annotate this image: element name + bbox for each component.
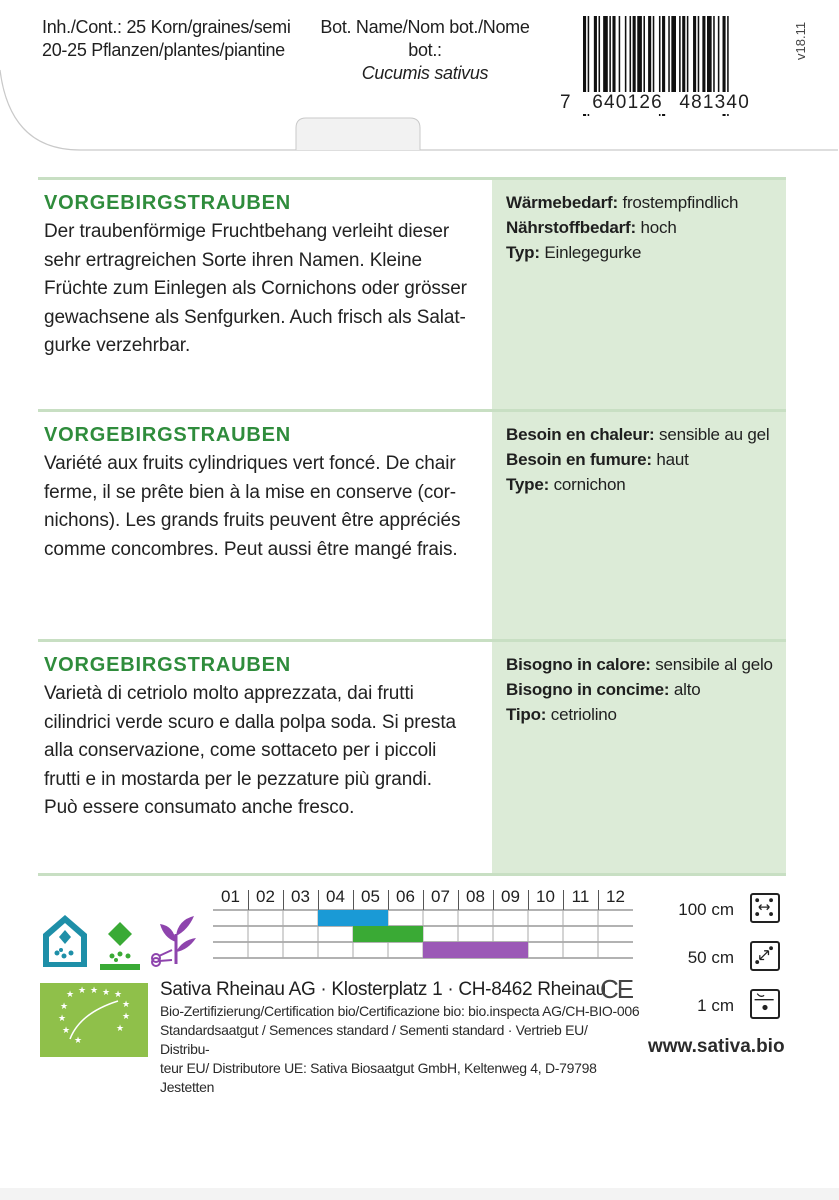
property-label: Tipo:	[506, 705, 547, 724]
properties-panel	[492, 412, 786, 640]
eu-star-icon: ★	[115, 1023, 125, 1033]
eu-organic-logo-icon	[40, 983, 148, 1057]
property-value: frostempfindlich	[622, 193, 739, 212]
barcode-bar	[630, 16, 632, 100]
section-description	[38, 180, 496, 361]
description-line: cilindrici verde scuro e dalla polpa soda. Si presta	[44, 711, 456, 733]
month-label: 03	[291, 887, 310, 906]
barcode-bar	[625, 16, 627, 100]
barcode-bar	[679, 16, 681, 100]
property-value: cetriolino	[550, 705, 617, 724]
eu-star-icon: ★	[57, 1013, 67, 1023]
bottom-fold	[0, 1188, 839, 1200]
calendar-bar-outdoor-sowing	[353, 926, 423, 942]
properties-panel	[492, 642, 786, 876]
properties-panel	[492, 180, 786, 410]
property-value: hoch	[640, 218, 677, 237]
property-value: sensible au gel	[659, 425, 770, 444]
outdoor-sowing-icon	[98, 920, 142, 972]
barcode-bar	[687, 16, 689, 100]
description-line: gurke verzehrbar.	[44, 335, 191, 356]
content-line: 20-25 Pflanzen/plantes/piantine	[42, 40, 285, 60]
eu-star-icon: ★	[61, 1025, 71, 1035]
barcode-digit-group: 640126	[592, 92, 663, 113]
month-label: 04	[326, 887, 345, 906]
property-label: Bisogno in calore:	[506, 655, 651, 674]
company-line: teur EU/ Distributore UE: Sativa Biosaatgut GmbH, Keltenweg 4, D-79798 Jestetten	[160, 1060, 597, 1095]
eu-star-icon: ★	[59, 1001, 69, 1011]
calendar-bar-greenhouse-sowing	[318, 910, 388, 926]
section-description	[38, 412, 496, 564]
section-title: VORGEBIRGSTRAUBEN	[44, 192, 291, 214]
eu-star-icon: ★	[113, 989, 123, 999]
property-value: haut	[656, 450, 689, 469]
botanical-name: Cucumis sativus	[361, 63, 489, 83]
property-label: Besoin en chaleur:	[506, 425, 655, 444]
row-spacing-label: 100 cm	[678, 900, 734, 919]
property-value: Einlegegurke	[544, 243, 642, 262]
company-line: Standardsaatgut / Semences standard / Sementi standard · Vertrieb EU/ Distribu-	[160, 1022, 588, 1057]
section-description	[38, 642, 496, 823]
description-line: gewachsene als Senfgurken. Auch frisch als Salat-	[44, 306, 466, 328]
barcode-bar	[603, 16, 608, 100]
content-line: Inh./Cont.: 25 Korn/graines/semi	[42, 17, 291, 37]
month-label: 06	[396, 887, 415, 906]
sowing-depth-icon	[750, 989, 780, 1019]
property-row	[506, 472, 786, 497]
property-row	[506, 702, 786, 727]
month-label: 01	[221, 887, 240, 906]
sowing-calendar	[213, 886, 633, 968]
eu-star-icon: ★	[77, 985, 87, 995]
version-label: v18.11	[793, 21, 808, 60]
property-value: cornichon	[553, 475, 626, 494]
month-label: 08	[466, 887, 485, 906]
website-link[interactable]: www.sativa.bio	[648, 1036, 785, 1057]
botanical-label: Bot. Name/Nom bot./Nome bot.:	[320, 17, 530, 60]
eu-star-icon: ★	[121, 1011, 131, 1021]
month-label: 09	[501, 887, 520, 906]
eu-star-icon: ★	[65, 989, 75, 999]
section-title: VORGEBIRGSTRAUBEN	[44, 654, 291, 676]
section-divider	[38, 873, 786, 876]
barcode-bar	[702, 16, 705, 100]
description-line: alla conservazione, come sottaceto per i piccoli	[44, 740, 437, 761]
barcode-bar	[648, 16, 651, 100]
month-label: 07	[431, 887, 450, 906]
eu-star-icon: ★	[121, 999, 131, 1009]
month-label: 02	[256, 887, 275, 906]
description-line: Früchte zum Einlegen als Cornichons oder grösser	[44, 278, 467, 299]
barcode-bar	[612, 16, 615, 100]
property-value: sensibile al gelo	[655, 655, 773, 674]
barcode-bar	[599, 16, 601, 100]
month-label: 12	[606, 887, 625, 906]
barcode-bar	[707, 16, 712, 100]
month-label: 11	[571, 887, 590, 906]
description-line: Der traubenförmige Fruchtbehang verleiht dieser	[44, 221, 450, 242]
barcode-bar	[653, 16, 655, 100]
month-label: 05	[361, 887, 380, 906]
description-line: comme concombres. Peut aussi être mangé frais.	[44, 538, 458, 560]
company-line: Bio-Zertifizierung/Certification bio/Certificazione bio: bio.inspecta AG/CH-BIO-006	[160, 1003, 640, 1019]
barcode-bar	[637, 16, 642, 100]
barcode-bar	[693, 16, 696, 100]
property-row	[506, 447, 786, 472]
sowing-depth-label: 1 cm	[697, 996, 734, 1015]
eu-star-icon: ★	[73, 1035, 83, 1045]
barcode-bar	[643, 16, 645, 100]
plant-spacing-icon	[750, 941, 780, 971]
barcode-bar	[668, 16, 670, 100]
plant-spacing-label: 50 cm	[687, 948, 734, 967]
eu-star-icon: ★	[89, 985, 99, 995]
barcode-number	[556, 92, 754, 114]
description-line: nichons). Les grands fruits peuvent être appréciés	[44, 510, 461, 531]
description-line: sehr ertragreichen Sorte ihren Namen. Kleine	[44, 249, 422, 271]
property-row	[506, 240, 786, 265]
barcode-bar	[671, 16, 676, 100]
section-italian	[38, 639, 786, 876]
month-label: 10	[536, 887, 555, 906]
description-line: frutti e in mostarda per le pezzature più grandi.	[44, 768, 432, 790]
barcode-bar	[633, 16, 636, 100]
property-row	[506, 677, 786, 702]
description-line: Varietà di cetriolo molto apprezzata, dai frutti	[44, 683, 414, 704]
property-label: Type:	[506, 475, 550, 494]
barcode-bar	[594, 16, 597, 100]
ce-mark: CE	[600, 974, 633, 1004]
property-row	[506, 190, 786, 215]
company-name: Sativa Rheinau AG · Klosterplatz 1 · CH-8462 Rheinau	[160, 979, 606, 1000]
property-row	[506, 215, 786, 240]
description-line: ferme, il se prête bien à la mise en conserve (cor-	[44, 481, 457, 503]
harvest-icon	[148, 912, 200, 970]
property-row	[506, 652, 786, 677]
property-label: Wärmebedarf:	[506, 193, 618, 212]
section-title: VORGEBIRGSTRAUBEN	[44, 424, 291, 446]
barcode-digit-group: 7	[560, 92, 572, 113]
barcode-bar	[713, 16, 715, 100]
calendar-grid	[213, 886, 633, 968]
barcode-bar	[682, 16, 685, 100]
property-label: Besoin en fumure:	[506, 450, 652, 469]
barcode-digit-group: 481340	[679, 92, 750, 113]
barcode-bar	[718, 16, 720, 100]
property-value: alto	[673, 680, 701, 699]
calendar-bar-harvest	[423, 942, 528, 958]
section-german	[38, 177, 786, 410]
row-spacing-icon	[750, 893, 780, 923]
description-line: Variété aux fruits cylindriques vert foncé. De chair	[44, 453, 456, 474]
barcode-bar	[609, 16, 611, 100]
barcode-bar	[619, 16, 621, 100]
property-label: Typ:	[506, 243, 540, 262]
property-row	[506, 422, 786, 447]
eu-star-icon: ★	[101, 987, 111, 997]
greenhouse-sowing-icon	[40, 912, 90, 970]
barcode-bar	[698, 16, 700, 100]
property-label: Nährstoffbedarf:	[506, 218, 636, 237]
property-label: Bisogno in concime:	[506, 680, 670, 699]
description-line: Può essere consumato anche fresco.	[44, 797, 355, 818]
botanical-info	[307, 16, 543, 85]
content-info	[42, 16, 291, 62]
company-info	[160, 978, 640, 1097]
section-french	[38, 409, 786, 640]
